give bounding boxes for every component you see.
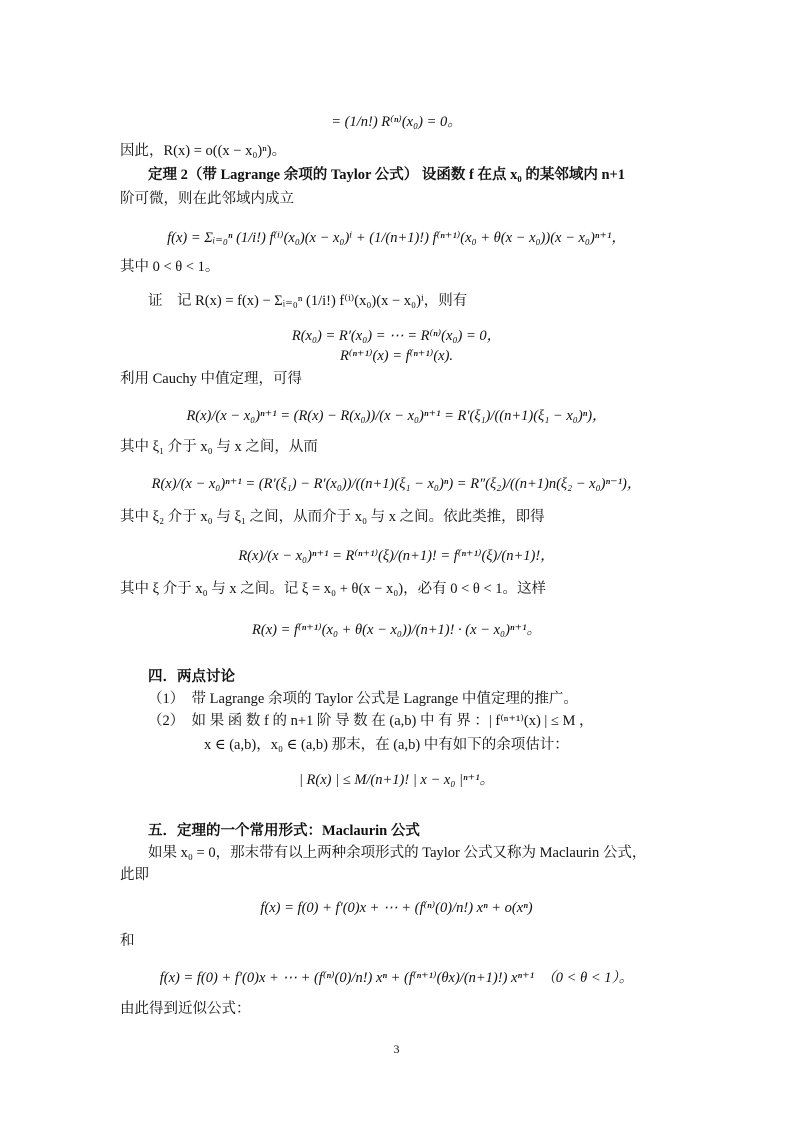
formula-line: R(x)/(x − x₀)ⁿ⁺¹ = (R(x) − R(x₀))/(x − x₀)ⁿ⁺¹ = R′(ξ₁)/((n+1)(ξ₁ − x₀)ⁿ)， [186, 408, 607, 424]
text-line: 其中 ξ₁ 介于 x₀ 与 x 之间，从而 [120, 439, 318, 455]
page-number: 3 [393, 1042, 400, 1056]
text-line: 阶可微，则在此邻域内成立 [120, 191, 294, 207]
section-heading: 五．定理的一个常用形式：Maclaurin 公式 [148, 823, 420, 839]
list-item: （2） 如 果 函 数 f 的 n+1 阶 导 数 在 (a,b) 中 有 界 ：| f⁽ⁿ⁺¹⁾(x) | ≤ M ， [148, 713, 594, 729]
text-line: 其中 ξ₂ 介于 x₀ 与 ξ₁ 之间，从而介于 x₀ 与 x 之间。依此类推，即得 [120, 509, 545, 525]
theorem-heading: 定理 2（带 Lagrange 余项的 Taylor 公式） 设函数 f 在点 x₀ 的某邻域内 n+1 [148, 167, 626, 183]
formula-line: f(x) = f(0) + f′(0)x + ⋯ + (f⁽ⁿ⁾(0)/n!) xⁿ + o(xⁿ) [260, 900, 533, 916]
formula-line: R⁽ⁿ⁺¹⁾(x) = f⁽ⁿ⁺¹⁾(x). [339, 348, 454, 364]
text-line: 由此得到近似公式： [120, 1001, 251, 1017]
text-line: 因此，R(x) = o((x − x₀)ⁿ)。 [120, 143, 287, 159]
text-line: x ∈ (a,b)，x₀ ∈ (a,b) 那末，在 (a,b) 中有如下的余项估计： [204, 737, 569, 753]
text-line: 此即 [120, 867, 149, 883]
section-heading: 四．两点讨论 [148, 669, 235, 685]
text-line: 其中 0 < θ < 1。 [120, 259, 220, 275]
text-line: 其中 ξ 介于 x₀ 与 x 之间。记 ξ = x₀ + θ(x − x₀)，必有 0 < θ < 1。这样 [120, 581, 547, 597]
formula-line: = (1/n!) R⁽ⁿ⁾(x₀) = 0。 [331, 114, 462, 130]
text-line: 和 [120, 933, 135, 949]
formula-line: f(x) = f(0) + f′(0)x + ⋯ + (f⁽ⁿ⁾(0)/n!) xⁿ + (f⁽ⁿ⁺¹⁾(θx)/(n+1)!) xⁿ⁺¹ （0 < θ < 1）。 [159, 970, 634, 986]
list-item: （1） 带 Lagrange 余项的 Taylor 公式是 Lagrange 中值定理的推广。 [148, 691, 578, 707]
proof-line: 证 记 R(x) = f(x) − Σᵢ₌₀ⁿ (1/i!) f⁽ⁱ⁾(x₀)(x − x₀)ⁱ，则有 [148, 293, 468, 309]
formula-line: f(x) = Σᵢ₌₀ⁿ (1/i!) f⁽ⁱ⁾(x₀)(x − x₀)ⁱ + (1/(n+1)!) f⁽ⁿ⁺¹⁾(x₀ + θ(x − x₀))(x − x₀)ⁿ⁺¹， [167, 230, 626, 246]
text-line: 如果 x₀ = 0，那末带有以上两种余项形式的 Taylor 公式又称为 Maclaurin 公式， [148, 845, 647, 861]
formula-line: | R(x) | ≤ M/(n+1)! | x − x₀ |ⁿ⁺¹。 [298, 772, 495, 788]
formula-line: R(x) = f⁽ⁿ⁺¹⁾(x₀ + θ(x − x₀))/(n+1)! · (x − x₀)ⁿ⁺¹。 [252, 622, 541, 638]
text-line: 利用 Cauchy 中值定理，可得 [120, 371, 303, 387]
formula-line: R(x₀) = R′(x₀) = ⋯ = R⁽ⁿ⁾(x₀) = 0， [291, 328, 502, 344]
formula-line: R(x)/(x − x₀)ⁿ⁺¹ = R⁽ⁿ⁺¹⁾(ξ)/(n+1)! = f⁽ⁿ⁺¹⁾(ξ)/(n+1)!， [238, 548, 555, 564]
formula-line: R(x)/(x − x₀)ⁿ⁺¹ = (R′(ξ₁) − R′(x₀))/((n+1)(ξ₁ − x₀)ⁿ) = R″(ξ₂)/((n+1)n(ξ₂ − x₀)ⁿ⁻¹)， [151, 476, 642, 492]
